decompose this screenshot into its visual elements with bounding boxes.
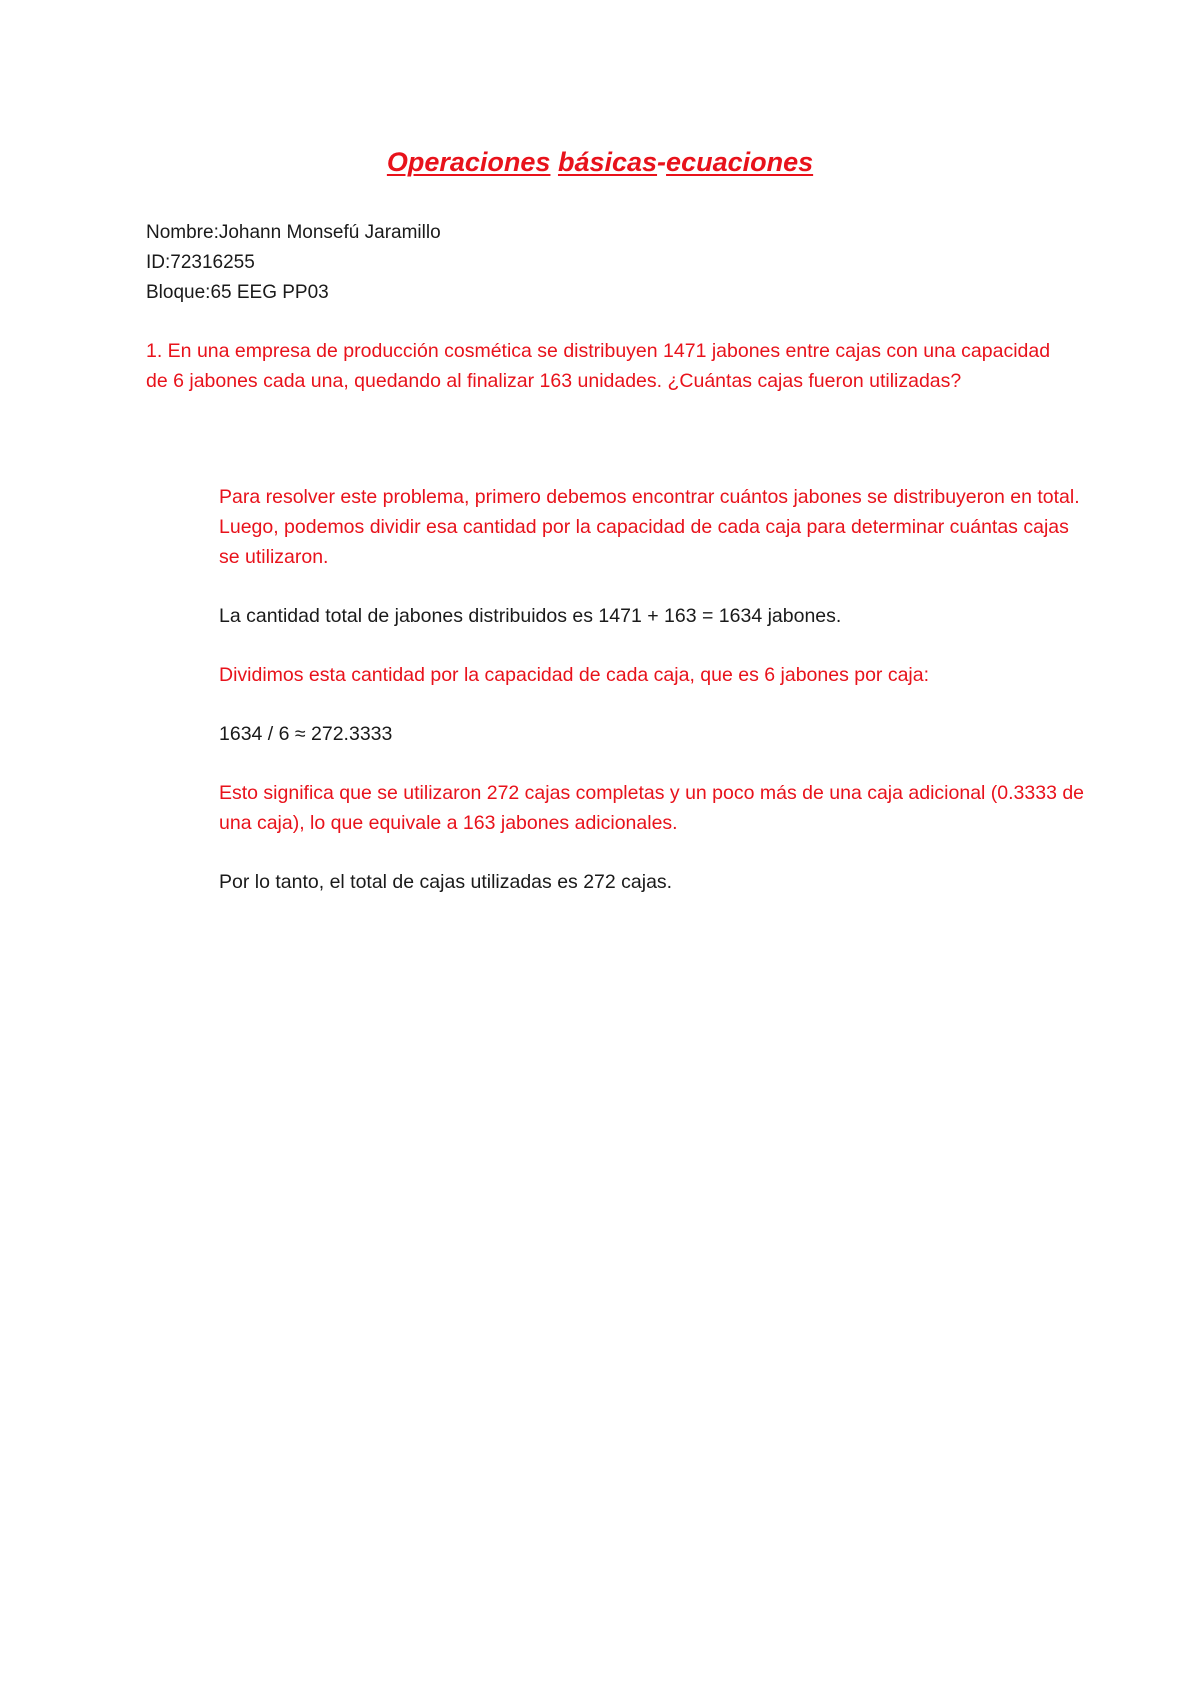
- student-name: Nombre:Johann Monsefú Jaramillo: [146, 222, 441, 243]
- answer-paragraph-5: Esto significa que se utilizaron 272 cajas completas y un poco más de una caja adicional (0.3333 de una caja), lo que equivale a 163 jabones adicionales.: [219, 782, 1085, 834]
- document-title: [0, 144, 1200, 180]
- student-id: ID:72316255: [146, 252, 255, 273]
- answer-paragraph-3: Dividimos esta cantidad por la capacidad de cada caja, que es 6 jabones por caja:: [219, 664, 930, 686]
- answer-paragraph-2: La cantidad total de jabones distribuidos es 1471 + 163 = 1634 jabones.: [219, 605, 842, 627]
- student-block: Bloque:65 EEG PP03: [146, 282, 329, 303]
- answer-paragraph-1: Para resolver este problema, primero debemos encontrar cuántos jabones se distribuyeron en total. Luego, podemos dividir esa cantidad por la capacidad de cada caja para determinar cuántas cajas se utilizaron.: [219, 486, 1080, 568]
- title-hyphen: -: [657, 147, 667, 177]
- answer-paragraph-6: Por lo tanto, el total de cajas utilizadas es 272 cajas.: [219, 871, 673, 893]
- student-info: [146, 218, 1066, 308]
- answer-section: [219, 482, 1089, 926]
- answer-paragraph-4: 1634 / 6 ≈ 272.3333: [219, 723, 393, 745]
- title-word-ecuaciones: ecuaciones: [666, 147, 814, 177]
- title-word-basicas: básicas: [557, 147, 658, 177]
- question-text: 1. En una empresa de producción cosmética se distribuyen 1471 jabones entre cajas con una capacidad de 6 jabones cada una, quedando al finalizar 163 unidades. ¿Cuántas cajas fueron utilizadas?: [146, 340, 1051, 392]
- title-word-operaciones: Operaciones: [386, 147, 551, 177]
